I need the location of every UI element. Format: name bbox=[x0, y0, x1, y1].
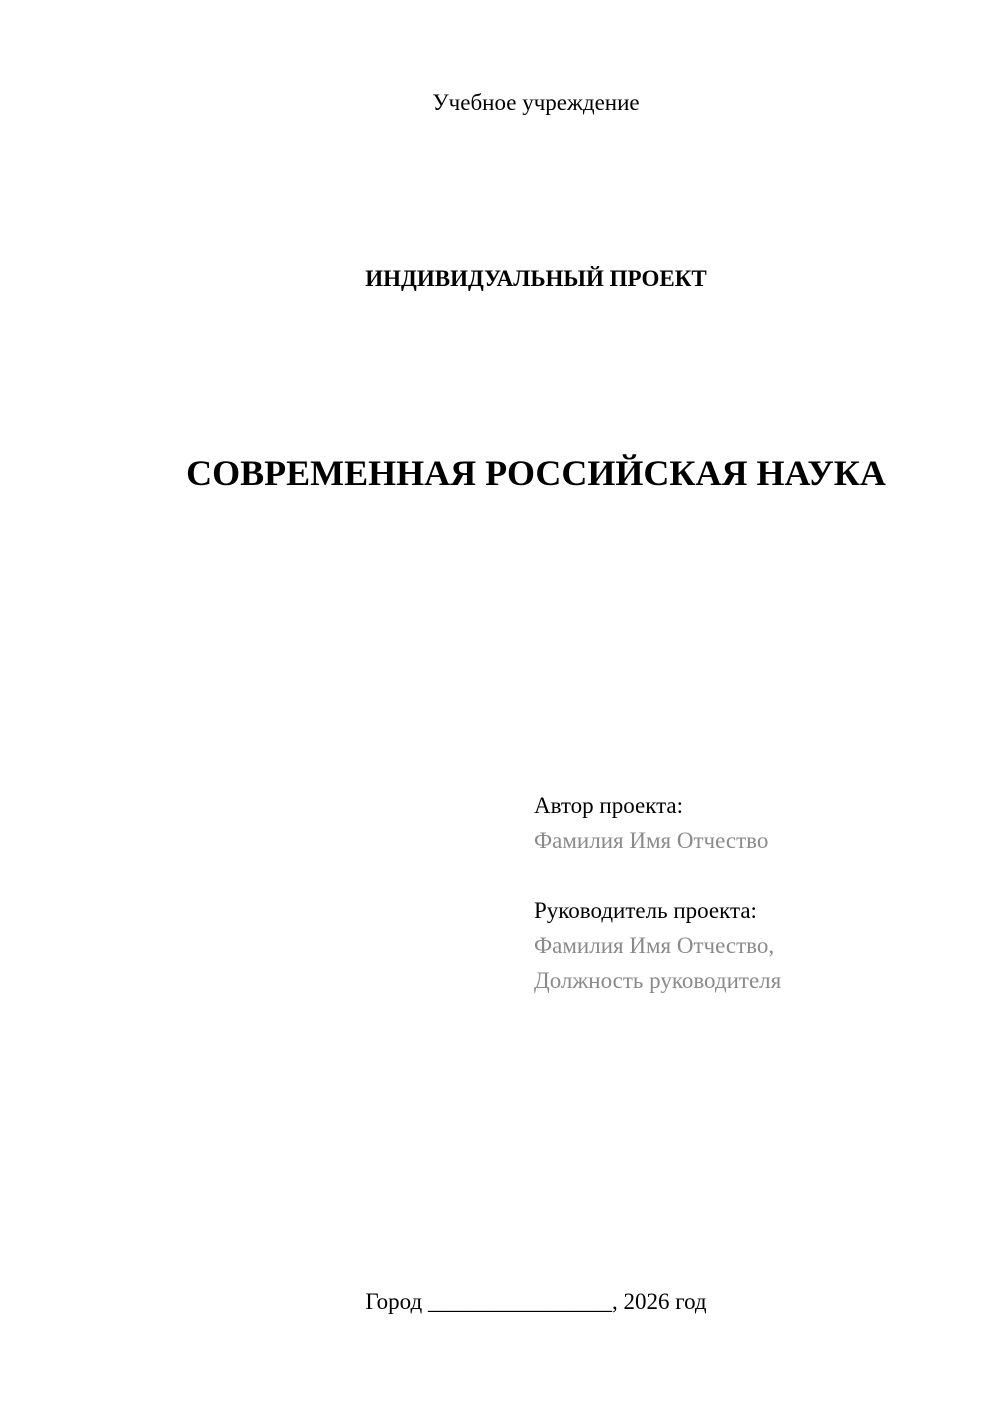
author-name: Фамилия Имя Отчество bbox=[534, 828, 769, 853]
spacer bbox=[534, 858, 781, 893]
document-title: СОВРЕМЕННАЯ РОССИЙСКАЯ НАУКА bbox=[186, 453, 886, 493]
city-year-footer: Город ________________, 2026 год bbox=[365, 1289, 707, 1314]
author-label: Автор проекта: bbox=[534, 793, 683, 818]
supervisor-label: Руководитель проекта: bbox=[534, 898, 757, 923]
document-type: ИНДИВИДУАЛЬНЫЙ ПРОЕКТ bbox=[365, 266, 707, 291]
project-info-block bbox=[534, 788, 781, 998]
institution-name: Учебное учреждение bbox=[432, 90, 640, 115]
supervisor-position: Должность руководителя bbox=[534, 968, 782, 993]
supervisor-name: Фамилия Имя Отчество, bbox=[534, 933, 775, 958]
